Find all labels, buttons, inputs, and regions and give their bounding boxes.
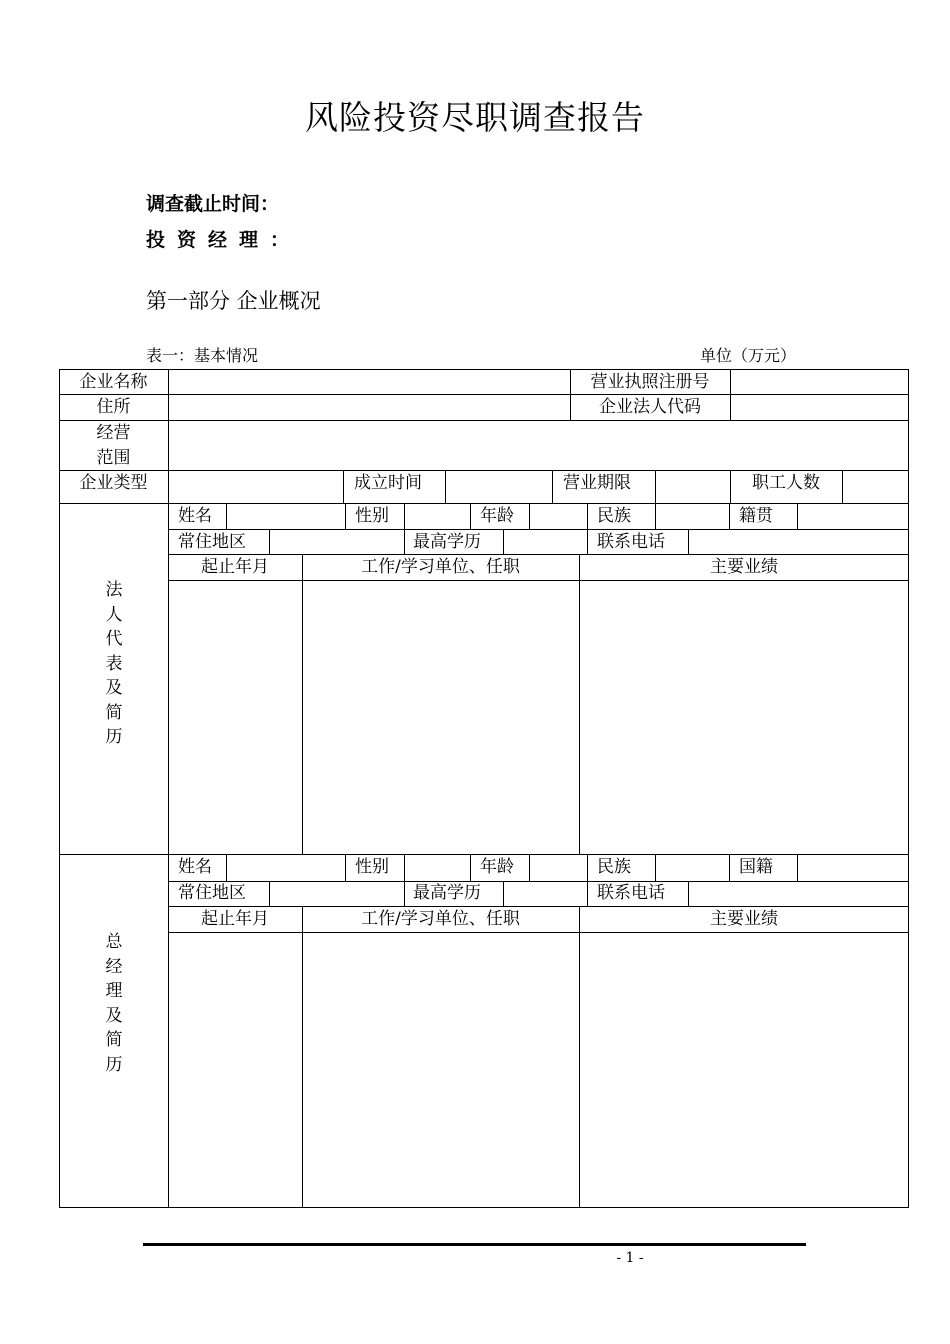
gm-name-label: 姓名 [178, 857, 212, 877]
gm-side-label: 总 经 理 及 简 历 [105, 932, 123, 1075]
legal-rep-side-label: 法 人 代 表 及 简 历 [105, 580, 123, 747]
employees-label: 职工人数 [752, 473, 820, 493]
gm-ethnicity-label: 民族 [597, 857, 631, 877]
term-label: 营业期限 [563, 473, 631, 493]
gm-residence-label: 常住地区 [178, 883, 246, 903]
gm-gender-label: 性别 [355, 857, 389, 877]
legal-code-label: 企业法人代码 [599, 397, 701, 417]
gm-education-label: 最高学历 [413, 883, 481, 903]
company-type-label: 企业类型 [79, 473, 148, 493]
gm-age-label: 年龄 [480, 857, 514, 877]
legal-rep-name-label: 姓名 [178, 506, 212, 526]
document-title: 风险投资尽职调查报告 [305, 98, 645, 137]
legal-rep-origin-label: 籍贯 [739, 506, 773, 526]
legal-rep-work-header: 工作/学习单位、任职 [361, 557, 520, 577]
legal-rep-gender-label: 性别 [355, 506, 389, 526]
footer-rule [143, 1243, 806, 1246]
gm-phone-label: 联系电话 [597, 883, 665, 903]
legal-rep-period-header: 起止年月 [201, 557, 269, 577]
scope-label-line2: 范围 [96, 448, 131, 468]
gm-work-header: 工作/学习单位、任职 [361, 909, 520, 929]
section-title: 第一部分 企业概况 [146, 289, 321, 313]
gm-nationality-label: 国籍 [739, 857, 773, 877]
table-caption: 表一：基本情况 [146, 346, 259, 365]
company-name-label: 企业名称 [79, 372, 148, 392]
manager-label: 投资经理： [146, 229, 302, 251]
page-number: - 1 - [616, 1250, 644, 1266]
gm-period-header: 起止年月 [201, 909, 269, 929]
address-label: 住所 [96, 397, 131, 417]
legal-rep-phone-label: 联系电话 [597, 532, 665, 552]
legal-rep-age-label: 年龄 [480, 506, 514, 526]
unit-label: 单位（万元） [700, 346, 797, 365]
license-no-label: 营业执照注册号 [590, 372, 710, 392]
legal-rep-education-label: 最高学历 [413, 532, 481, 552]
legal-rep-residence-label: 常住地区 [178, 532, 246, 552]
legal-rep-achievements-header: 主要业绩 [710, 557, 778, 577]
deadline-label: 调查截止时间： [146, 193, 280, 215]
legal-rep-ethnicity-label: 民族 [597, 506, 631, 526]
gm-achievements-header: 主要业绩 [710, 909, 778, 929]
founded-label: 成立时间 [354, 473, 422, 493]
scope-label-line1: 经营 [96, 423, 131, 443]
